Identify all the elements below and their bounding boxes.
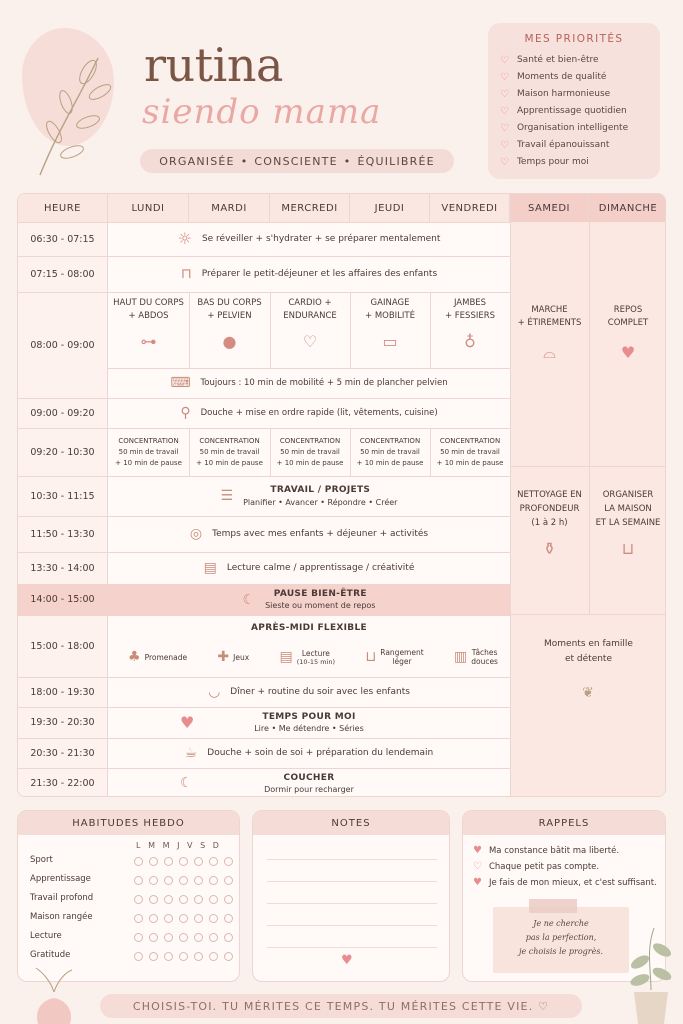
priority-item: ♡ Santé et bien-être <box>500 52 648 69</box>
time-cell: 13:30 - 14:00 <box>18 552 108 584</box>
habit-checkbox[interactable] <box>179 933 188 942</box>
heart-icon: ♡ <box>500 72 509 83</box>
bowl-icon: ◡ <box>208 684 221 700</box>
heart-icon: ♡ <box>500 89 509 100</box>
page-subtitle: siendo mama <box>142 92 382 132</box>
header-heure: HEURE <box>18 194 108 222</box>
time-cell: 21:30 - 22:00 <box>18 768 108 797</box>
priority-item: ♡ Apprentissage quotidien <box>500 103 648 120</box>
page-title: rutina <box>144 38 283 92</box>
note-line[interactable] <box>267 859 437 860</box>
header-weekend: DIMANCHE <box>589 194 666 222</box>
habit-checkbox[interactable] <box>224 914 233 923</box>
sunday-afternoon: ORGANISER LA MAISON ET LA SEMAINE ⊔ <box>595 490 661 558</box>
habit-checkbox[interactable] <box>194 914 203 923</box>
time-cell: 07:15 - 08:00 <box>18 256 108 292</box>
habit-checkbox[interactable] <box>179 857 188 866</box>
header-day: MERCREDI <box>270 194 350 222</box>
quote-note: Je ne cherche pas la perfection, je choisis le progrès. <box>493 907 629 973</box>
habit-checkbox[interactable] <box>209 857 218 866</box>
basket-icon: ⊔ <box>365 649 377 665</box>
habit-checkbox[interactable] <box>164 876 173 885</box>
focus-cell: CONCENTRATION 50 min de travail + 10 min de pause <box>436 436 504 467</box>
shoe-icon: ⌓ <box>543 343 556 362</box>
habit-checkbox[interactable] <box>164 914 173 923</box>
heart-icon: ♡ <box>473 861 482 872</box>
habit-checkbox[interactable] <box>134 876 143 885</box>
plate-icon: ◎ <box>189 526 203 542</box>
reminder-item: ♥ Je fais de mon mieux, et c'est suffisant. <box>473 877 657 888</box>
book-icon: ▤ <box>203 560 217 576</box>
habit-checkbox[interactable] <box>179 952 188 961</box>
heart-icon: ♥ <box>620 343 636 362</box>
habit-checkboxes <box>134 933 233 942</box>
time-cell: 09:20 - 10:30 <box>18 428 108 476</box>
time-cell: 11:50 - 13:30 <box>18 516 108 552</box>
book-icon: ▤ <box>279 649 293 665</box>
habit-checkbox[interactable] <box>224 895 233 904</box>
moon-icon: ☾ <box>180 775 193 791</box>
habit-checkbox[interactable] <box>134 952 143 961</box>
habits-title: HABITUDES HEBDO <box>18 811 239 835</box>
habit-checkbox[interactable] <box>134 895 143 904</box>
header-day: LUNDI <box>108 194 189 222</box>
workout-cell: JAMBES + FESSIERS ♁ <box>444 298 496 351</box>
habit-checkbox[interactable] <box>194 857 203 866</box>
activity-item: ♣ Promenade <box>128 649 188 665</box>
schedule-table <box>17 193 666 797</box>
dinner-row: ◡ Dîner + routine du soir avec les enfants <box>208 684 410 700</box>
row-divider <box>18 615 510 616</box>
bullet-icon: • <box>240 154 249 168</box>
habit-checkboxes <box>134 876 233 885</box>
activity-item: ✚ Jeux <box>217 649 250 665</box>
tomato-icon: ● <box>222 332 237 351</box>
heart-icon: ♥ <box>341 953 353 968</box>
basket-icon: ⊔ <box>621 539 635 558</box>
focus-cell: CONCENTRATION 50 min de travail + 10 min de pause <box>115 436 182 467</box>
habit-checkbox[interactable] <box>194 952 203 961</box>
header-day: MARDI <box>189 194 270 222</box>
time-cell: 08:00 - 09:00 <box>18 292 108 398</box>
note-line[interactable] <box>267 881 437 882</box>
saturday-morning: MARCHE + ÉTIREMENTS ⌓ <box>517 305 582 362</box>
saturday-afternoon: NETTOYAGE EN PROFONDEUR (1 à 2 h) ⚱ <box>517 490 582 558</box>
time-cell: 09:00 - 09:20 <box>18 398 108 428</box>
habit-checkbox[interactable] <box>164 895 173 904</box>
habit-checkbox[interactable] <box>209 933 218 942</box>
habit-checkbox[interactable] <box>209 876 218 885</box>
leaf-branch-icon <box>28 40 114 180</box>
habit-checkbox[interactable] <box>134 914 143 923</box>
reminders-title: RAPPELS <box>463 811 665 835</box>
habit-checkbox[interactable] <box>164 933 173 942</box>
notepad-icon: ▥ <box>453 649 468 665</box>
pause-row: ☾ PAUSE BIEN-ÊTRE Sieste ou moment de repos <box>242 589 376 610</box>
note-line[interactable] <box>267 925 437 926</box>
checklist-icon: ☰ <box>220 488 234 504</box>
habit-checkbox[interactable] <box>194 933 203 942</box>
habit-checkbox[interactable] <box>179 876 188 885</box>
activity-item: ▥ Tâches douces <box>453 648 498 666</box>
heart-icon: ♥ <box>473 845 482 856</box>
note-line[interactable] <box>267 947 437 948</box>
time-cell: 19:30 - 20:30 <box>18 707 108 738</box>
activity-item: ⊔ Rangement léger <box>365 648 424 666</box>
shower-row: ⚲ Douche + mise en ordre rapide (lit, vêtements, cuisine) <box>180 405 438 421</box>
heart-icon: ♡ <box>500 106 509 117</box>
tagline-word: ORGANISÉE <box>159 154 235 168</box>
shower-icon: ⚲ <box>180 405 191 421</box>
header-day: JEUDI <box>350 194 430 222</box>
kettlebell-icon: ♁ <box>464 332 476 351</box>
habit-checkboxes <box>134 857 233 866</box>
tagline <box>140 149 454 173</box>
habit-checkbox[interactable] <box>209 952 218 961</box>
habit-checkbox[interactable] <box>179 914 188 923</box>
time-cell: 20:30 - 21:30 <box>18 738 108 768</box>
time-cell: 15:00 - 18:00 <box>18 615 108 677</box>
habit-checkbox[interactable] <box>224 933 233 942</box>
workout-cell: CARDIO + ENDURANCE ♡ <box>283 298 337 351</box>
foam-roller-icon: ▭ <box>382 332 398 351</box>
habit-checkbox[interactable] <box>194 895 203 904</box>
heart-icon: ♡ <box>500 157 509 168</box>
habit-checkbox[interactable] <box>149 876 158 885</box>
heart-icon: ♥ <box>180 712 195 732</box>
reminder-item: ♥ Ma constance bâtit ma liberté. <box>473 845 620 856</box>
habit-checkboxes <box>134 952 233 961</box>
habit-label: Maison rangée <box>30 912 93 922</box>
afternoon-title: APRÈS-MIDI FLEXIBLE <box>251 623 367 633</box>
potted-plant-icon <box>626 920 676 1024</box>
laptop-icon: ⌨ <box>170 375 191 391</box>
leaf-icon: ❦ <box>582 685 594 701</box>
habit-checkbox[interactable] <box>224 857 233 866</box>
note-line[interactable] <box>267 903 437 904</box>
habit-checkbox[interactable] <box>149 914 158 923</box>
work-row: ☰ TRAVAIL / PROJETS Planifier • Avancer • Répondre • Créer <box>220 485 398 507</box>
habit-checkbox[interactable] <box>149 933 158 942</box>
cleaning-bottle-icon: ⚱ <box>542 539 557 558</box>
habit-label: Travail profond <box>30 893 94 903</box>
heart-icon: ♡ <box>500 55 509 66</box>
heart-icon: ♥ <box>473 877 482 888</box>
workout-cell: HAUT DU CORPS + ABDOS ⊶ <box>113 298 184 351</box>
backpack-icon: ⊓ <box>180 266 192 282</box>
habit-checkbox[interactable] <box>179 895 188 904</box>
lunch-row: ◎ Temps avec mes enfants + déjeuner + activités <box>189 526 429 542</box>
priority-item: ♡ Travail épanouissant <box>500 137 648 154</box>
habits-days: L M M J V S D <box>136 841 219 850</box>
header-weekend: SAMEDI <box>510 194 589 222</box>
habit-label: Lecture <box>30 931 62 941</box>
row-divider <box>510 466 666 467</box>
moon-icon: ☾ <box>242 591 256 608</box>
notes-box <box>252 810 450 982</box>
habit-checkbox[interactable] <box>134 933 143 942</box>
habit-checkbox[interactable] <box>134 857 143 866</box>
activity-item: ▤ Lecture (10-15 min) <box>279 648 336 666</box>
tagline-word: CONSCIENTE <box>254 154 338 168</box>
habit-checkboxes <box>134 895 233 904</box>
notes-title: NOTES <box>253 811 449 835</box>
habit-checkbox[interactable] <box>209 914 218 923</box>
sunday-morning: REPOS COMPLET ♥ <box>607 305 649 362</box>
heart-icon: ♡ <box>302 332 318 351</box>
focus-cell: CONCENTRATION 50 min de travail + 10 min de pause <box>276 436 344 467</box>
tree-icon: ♣ <box>128 649 141 665</box>
reminder-item: ♡ Chaque petit pas compte. <box>473 861 600 872</box>
priority-item: ♡ Organisation intelligente <box>500 120 648 137</box>
tagline-word: ÉQUILIBRÉE <box>357 154 435 168</box>
priority-item: ♡ Temps pour moi <box>500 154 648 171</box>
habit-checkboxes <box>134 914 233 923</box>
time-cell: 18:00 - 19:30 <box>18 677 108 707</box>
workout-cell: GAINAGE + MOBILITÉ ▭ <box>365 298 415 351</box>
workout-cell: BAS DU CORPS + PELVIEN ● <box>197 298 262 351</box>
heart-icon: ♡ <box>500 123 509 134</box>
habit-checkbox[interactable] <box>194 876 203 885</box>
row-divider <box>510 614 666 615</box>
habit-checkbox[interactable] <box>164 952 173 961</box>
focus-cell: CONCENTRATION 50 min de travail + 10 min de pause <box>356 436 424 467</box>
cup-icon: ☕ <box>184 745 198 761</box>
habit-checkbox[interactable] <box>149 952 158 961</box>
vase-plant-icon <box>28 962 80 1024</box>
selfcare-row: ☕ Douche + soin de soi + préparation du lendemain <box>184 745 434 761</box>
habit-checkbox[interactable] <box>224 876 233 885</box>
weekend-evening: Moments en famille et détente <box>544 639 633 664</box>
header-day: VENDREDI <box>430 194 510 222</box>
breakfast-row: ⊓ Préparer le petit-déjeuner et les affaires des enfants <box>180 266 438 282</box>
always-row: ⌨ Toujours : 10 min de mobilité + 5 min de plancher pelvien <box>170 375 448 391</box>
habit-label: Sport <box>30 855 53 865</box>
dumbbell-icon: ⊶ <box>140 332 157 351</box>
time-cell: 10:30 - 11:15 <box>18 476 108 516</box>
habit-label: Gratitude <box>30 950 71 960</box>
wake-row: ☼ Se réveiller + s'hydrater + se préparer mentalement <box>177 229 441 248</box>
afternoon-activities <box>128 642 498 672</box>
habit-label: Apprentissage <box>30 874 91 884</box>
sun-icon: ☼ <box>177 229 192 248</box>
priority-item: ♡ Moments de qualité <box>500 69 648 86</box>
heart-icon: ♡ <box>500 140 509 151</box>
habit-checkbox[interactable] <box>149 857 158 866</box>
focus-cell: CONCENTRATION 50 min de travail + 10 min de pause <box>196 436 263 467</box>
tape-decoration <box>529 899 577 913</box>
row-divider <box>18 292 510 293</box>
footer-motto: CHOISIS-TOI. TU MÉRITES CE TEMPS. TU MÉRITES CETTE VIE. ♡ <box>100 994 582 1018</box>
time-cell: 14:00 - 15:00 <box>18 584 108 615</box>
habit-checkbox[interactable] <box>224 952 233 961</box>
puzzle-icon: ✚ <box>217 649 230 665</box>
bullet-icon: • <box>343 154 352 168</box>
bed-row: ☾ COUCHER Dormir pour recharger <box>180 772 354 794</box>
habit-checkbox[interactable] <box>209 895 218 904</box>
reading-row: ▤ Lecture calme / apprentissage / créativité <box>203 560 415 576</box>
habit-checkbox[interactable] <box>164 857 173 866</box>
priorities-box <box>488 23 660 179</box>
priority-item: ♡ Maison harmonieuse <box>500 86 648 103</box>
me-time-row: ♥ TEMPS POUR MOI Lire • Me détendre • Séries <box>180 712 364 733</box>
priorities-title: MES PRIORITÉS <box>524 33 624 45</box>
time-cell: 06:30 - 07:15 <box>18 222 108 256</box>
habits-box <box>17 810 240 982</box>
habit-checkbox[interactable] <box>149 895 158 904</box>
